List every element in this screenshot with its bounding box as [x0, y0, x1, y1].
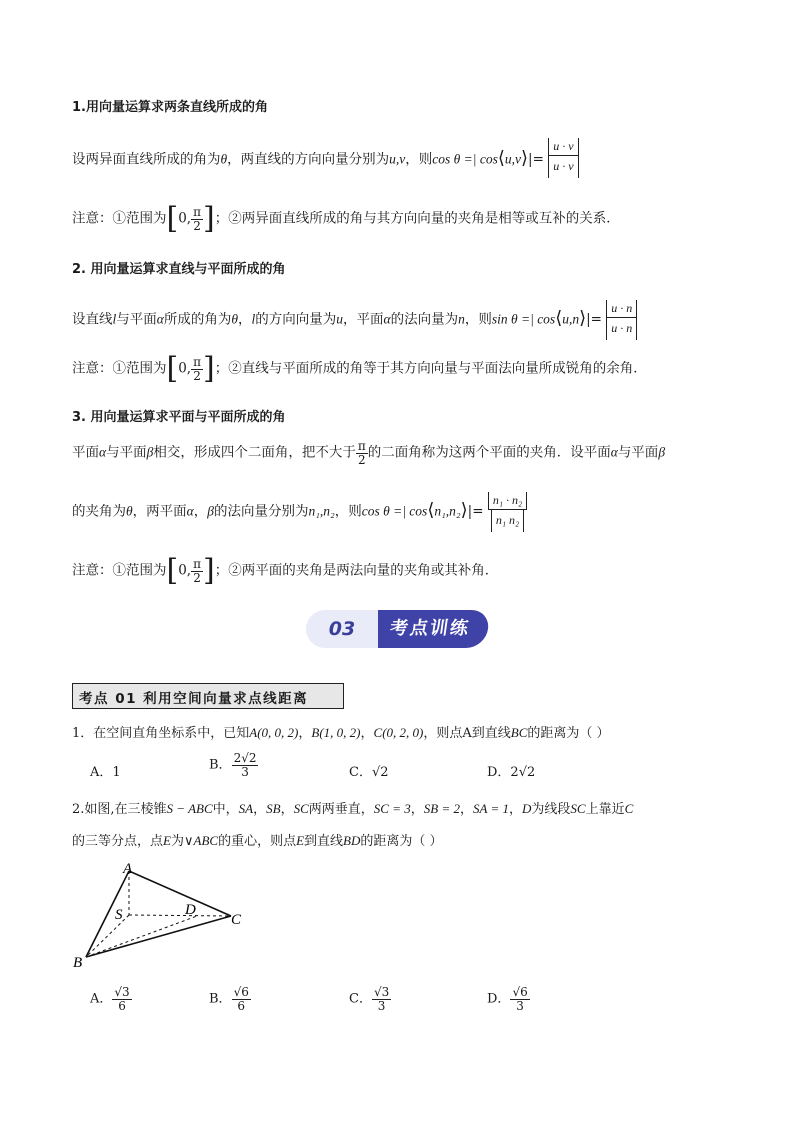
triangle-ABC: ∨ABC [183, 833, 219, 848]
text: 2.如图,在三棱锥 [72, 802, 167, 817]
text: 的夹角为 [72, 503, 126, 520]
alpha: α [186, 503, 194, 519]
vector-u: u [336, 311, 344, 327]
text: 与平面 [106, 444, 147, 461]
option-label: D． [487, 991, 511, 1007]
point-B: B(1, 0, 2) [311, 725, 361, 740]
two: 2 [193, 368, 201, 383]
text: ，两平面 [132, 503, 187, 520]
text: ， [508, 802, 522, 817]
denominator: 6 [118, 998, 126, 1013]
option-label: B． [209, 757, 232, 773]
denominator: 3 [377, 998, 386, 1013]
text: ， [360, 726, 374, 741]
range-fraction [191, 356, 203, 382]
eq-SC: SC = 3 [373, 801, 411, 816]
option-fraction [232, 752, 259, 778]
pi-over-two [356, 440, 368, 466]
range-start: 0, [178, 210, 192, 227]
section-1-note [72, 201, 620, 236]
edge-AB [86, 871, 129, 957]
section-1-heading: 1.用向量运算求两条直线所成的角 [72, 100, 268, 115]
text: ， [280, 802, 294, 817]
eq-SA: SA = 1 [472, 801, 509, 816]
option-label: C． [349, 991, 372, 1007]
vector-n: n [458, 311, 465, 327]
note-text-post: ；②两平面的夹角是两法向量的夹角或其补角． [214, 562, 499, 579]
point-E: E [163, 833, 171, 848]
sin-theta: sin θ =| cos [491, 311, 556, 327]
theta: θ [126, 503, 133, 519]
bracket-left: [ [166, 553, 179, 588]
banner-label: 考点训练 [369, 610, 490, 648]
bracket-left: [ [166, 201, 179, 236]
edge-BC [86, 916, 231, 957]
edge-SC: SC [293, 801, 309, 816]
numerator: √6 [233, 985, 249, 999]
fraction-denominator: u · v [548, 156, 578, 179]
text: ，则 [464, 311, 492, 328]
tetrahedron: S − ABC [166, 801, 213, 816]
text: ， [459, 802, 473, 817]
normals-n1n2: n₁,n₂ [308, 503, 335, 519]
line-BC: BC [510, 725, 528, 740]
text: 到直线 [304, 834, 344, 849]
text: ， [253, 802, 267, 817]
text: ，则 [405, 151, 433, 168]
text: 与平面 [617, 444, 659, 461]
equals: |= [467, 503, 484, 520]
line-l: l [251, 311, 256, 327]
line-l: l [112, 311, 117, 327]
denominator: 6 [237, 998, 246, 1013]
point-A: A(0, 0, 2) [249, 725, 299, 740]
option-fraction [372, 986, 391, 1012]
section-banner [306, 610, 488, 648]
angle-uv: u,v [504, 151, 521, 167]
text: ，两直线的方向向量分别为 [227, 151, 390, 168]
text: ， [298, 726, 312, 741]
note-text-post: ；②两异面直线所成的角与其方向向量的夹角是相等或互补的关系． [214, 210, 620, 227]
range-fraction [191, 206, 203, 232]
angle-bracket-left: ⟨ [427, 499, 435, 521]
pi: π [193, 556, 201, 571]
text: 的法向量分别为 [213, 503, 309, 520]
text: 的重心，则点 [218, 834, 297, 849]
angle-bracket-right: ⟩ [460, 499, 468, 521]
angle-bracket-left: ⟨ [555, 307, 563, 329]
text: 的法向量为 [390, 311, 459, 328]
section-2-note [72, 351, 647, 386]
text: 的三等分点，点 [72, 834, 164, 849]
option-label: B． [209, 991, 232, 1007]
text: 平面 [72, 444, 99, 461]
pi: π [357, 439, 366, 453]
topic-box-label: 考点 01 利用空间向量求点线距离 [79, 691, 309, 707]
text: ，则 [334, 503, 362, 520]
bracket-right: ] [203, 201, 215, 236]
note-text-post: ；②直线与平面所成的角等于其方向向量与平面法向量所成锐角的余角． [214, 360, 647, 377]
label-D: D [185, 902, 196, 918]
text: ，平面 [343, 311, 384, 328]
text: ， [238, 311, 252, 328]
note-text: 注意：①范围为 [72, 562, 167, 579]
numerator: 2√2 [233, 751, 257, 765]
cos-fraction [488, 492, 527, 532]
question-1-text [72, 722, 610, 741]
tetrahedron-figure [70, 858, 260, 973]
topic-box [72, 683, 344, 709]
section-2-formula-line [72, 300, 637, 340]
text: 相交，形成四个二面角，把不大于 [153, 444, 356, 461]
label-A: A [123, 861, 133, 877]
text: 两两垂直， [308, 802, 374, 817]
cos-fraction [548, 138, 578, 178]
fraction-denominator: u · n [606, 318, 637, 341]
numerator: √3 [373, 985, 390, 999]
two: 2 [193, 570, 201, 585]
numerator: √3 [114, 985, 130, 999]
option-fraction [232, 986, 251, 1012]
question-2-option-b[interactable] [209, 986, 251, 1012]
section-3-heading: 3. 用向量运算求平面与平面所成的角 [72, 410, 286, 425]
text: 上靠近 [585, 802, 625, 817]
range-fraction [191, 558, 203, 584]
question-2-option-a[interactable] [90, 986, 132, 1012]
angle-bracket-left: ⟨ [497, 147, 505, 169]
bracket-right: ] [203, 351, 215, 386]
two: 2 [357, 452, 366, 467]
point-D: D [521, 801, 532, 816]
theta: θ [220, 151, 228, 167]
eq-SB: SB = 2 [423, 801, 460, 816]
note-text: 注意：①范围为 [72, 360, 167, 377]
text: 中， [212, 802, 239, 817]
text: 设直线 [72, 311, 113, 328]
option-label: A． [90, 991, 113, 1007]
equals: |= [586, 311, 602, 328]
section-2-heading: 2. 用向量运算求直线与平面所成的角 [72, 262, 286, 277]
alpha: α [99, 444, 107, 460]
label-C: C [231, 912, 242, 928]
segment-SC: SC [570, 801, 586, 816]
text: 的方向向量为 [255, 311, 337, 328]
note-text: 注意：①范围为 [72, 210, 167, 227]
question-2-line-2 [72, 830, 443, 849]
angle-n1n2: n₁,n₂ [434, 503, 461, 519]
question-1-option-d[interactable]: D．2√2 [487, 765, 536, 780]
pi: π [193, 204, 201, 219]
point-C: C [624, 801, 634, 816]
question-1-option-b[interactable] [209, 752, 258, 778]
question-1-option-c[interactable]: C．√2 [349, 765, 389, 780]
text: 为线段 [531, 802, 571, 817]
label-S: S [115, 907, 123, 923]
alpha: α [156, 311, 164, 327]
line-BD: BD [343, 833, 361, 848]
theta: θ [231, 311, 238, 327]
text: 与平面 [116, 311, 157, 328]
beta: β [207, 503, 214, 519]
range-start: 0, [178, 360, 192, 377]
question-2-option-c[interactable] [349, 986, 391, 1012]
fraction-numerator: u · v [548, 138, 578, 156]
text: 为 [170, 834, 184, 849]
edge-SC [129, 915, 231, 916]
label-B: B [73, 955, 83, 971]
question-2-option-d[interactable] [487, 986, 530, 1012]
two: 2 [193, 218, 201, 233]
edge-SB: SB [266, 801, 281, 816]
section-1-formula-line [72, 140, 579, 180]
beta: β [146, 444, 154, 460]
alpha: α [610, 444, 618, 460]
text: ， [410, 802, 424, 817]
bracket-left: [ [166, 351, 179, 386]
sin-fraction [606, 300, 637, 340]
section-3-line-2 [72, 492, 527, 532]
text: 的距离为（ ） [527, 726, 610, 741]
fraction-denominator: n₁ n₂ [491, 510, 524, 533]
edge-AC [129, 871, 231, 916]
banner-number: 03 [306, 610, 378, 648]
text: 设两异面直线所成的角为 [72, 151, 221, 168]
fraction-numerator: n₁ · n₂ [488, 492, 527, 510]
text: ， [193, 503, 208, 520]
section-3-line-1 [72, 440, 665, 466]
text: 1．在空间直角坐标系中，已知 [72, 726, 250, 741]
vector-uv: u,v [389, 151, 406, 167]
bracket-right: ] [203, 553, 215, 588]
point-C: C(0, 2, 0) [373, 725, 424, 740]
pi: π [193, 354, 201, 369]
option-fraction [112, 986, 131, 1012]
cos-theta: cos θ =| cos [361, 503, 428, 519]
question-2-line-1 [72, 798, 633, 817]
angle-un: u,n [562, 311, 580, 327]
angle-bracket-right: ⟩ [521, 147, 529, 169]
question-1-option-a[interactable]: A．1 [90, 765, 121, 780]
beta: β [658, 444, 666, 460]
text: ，则点A到直线 [423, 726, 511, 741]
alpha: α [383, 311, 391, 327]
text: 的距离为（ ） [360, 834, 443, 849]
denominator: 3 [241, 764, 249, 779]
denominator: 3 [516, 998, 524, 1013]
section-3-note [72, 553, 499, 588]
cos-theta: cos θ =| cos [432, 151, 498, 167]
angle-bracket-right: ⟩ [579, 307, 587, 329]
edge-SA: SA [238, 801, 254, 816]
point-E: E [296, 833, 305, 848]
fraction-numerator: u · n [606, 300, 637, 318]
text: 的二面角称为这两个平面的夹角．设平面 [367, 444, 611, 461]
range-start: 0, [178, 562, 192, 579]
equals: |= [528, 151, 544, 168]
numerator: √6 [512, 985, 528, 999]
option-fraction [510, 986, 529, 1012]
text: 所成的角为 [163, 311, 232, 328]
